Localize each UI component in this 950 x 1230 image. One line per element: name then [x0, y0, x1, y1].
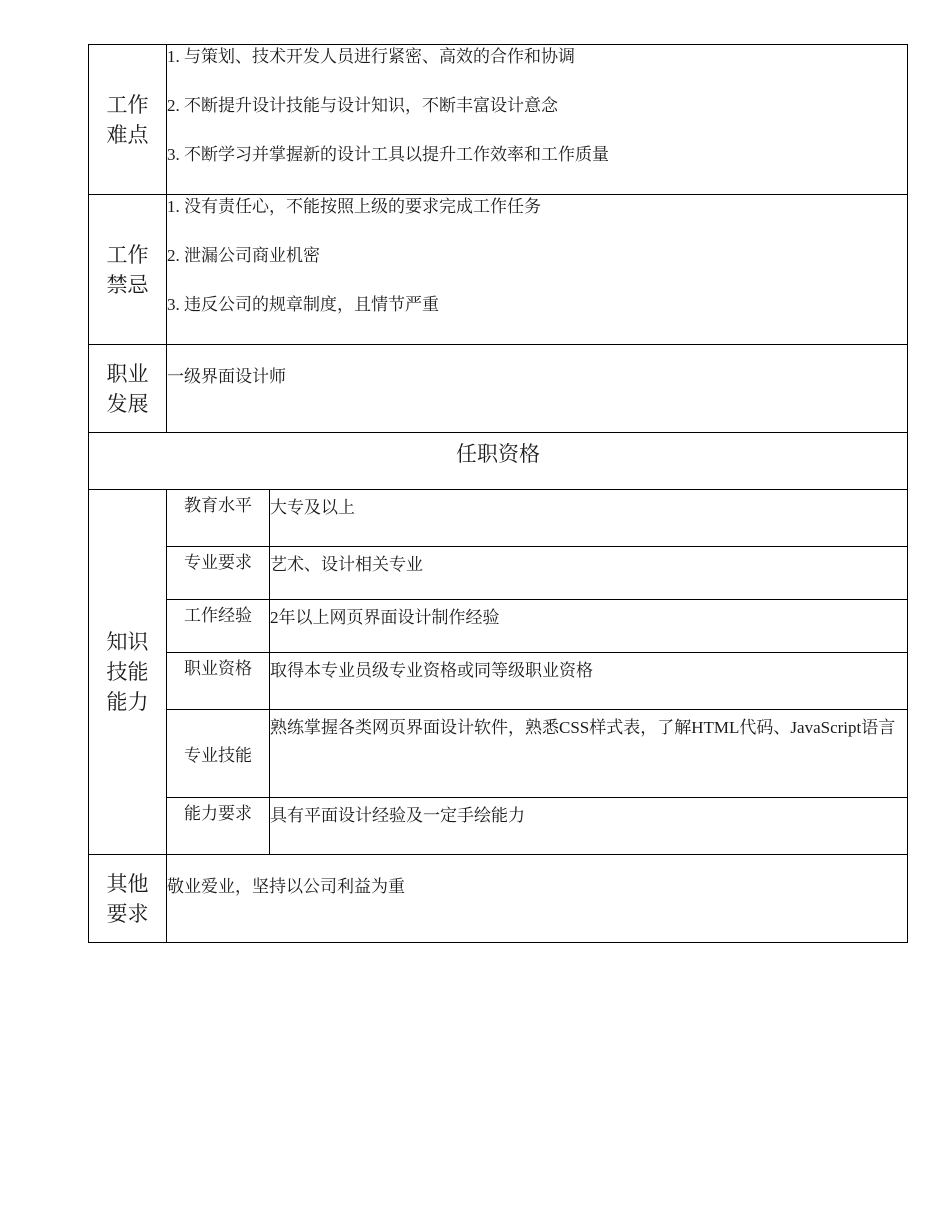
- work-difficulty-item: 1. 与策划、技术开发人员进行紧密、高效的合作和协调: [167, 47, 575, 66]
- work-difficulty-item: 3. 不断学习并掌握新的设计工具以提升工作效率和工作质量: [167, 145, 609, 164]
- major-requirement-label: 专业要求: [167, 547, 270, 600]
- professional-skills-value: 熟练掌握各类网页界面设计软件，熟悉CSS样式表，了解HTML代码、JavaScript语言: [270, 710, 908, 798]
- other-requirements-value: 敬业爱业，坚持以公司利益为重: [167, 877, 405, 896]
- work-experience-label: 工作经验: [167, 600, 270, 653]
- row-knowledge-certification: [89, 653, 908, 710]
- work-difficulty-item: 2. 不断提升设计技能与设计知识，不断丰富设计意念: [167, 96, 558, 115]
- row-knowledge-skills: [89, 710, 908, 798]
- work-taboos-label: 工作 禁忌: [89, 195, 167, 345]
- career-development-label: 职业 发展: [89, 345, 167, 433]
- career-development-value: 一级界面设计师: [167, 367, 286, 386]
- work-taboo-item: 2. 泄漏公司商业机密: [167, 246, 320, 265]
- row-other-requirements: [89, 855, 908, 943]
- career-development-content: [167, 345, 908, 433]
- row-work-difficulties: [89, 45, 908, 195]
- education-level-label: 教育水平: [167, 490, 270, 547]
- education-level-value: 大专及以上: [270, 490, 908, 547]
- professional-qualification-value: 取得本专业员级专业资格或同等级职业资格: [270, 653, 908, 710]
- work-difficulties-content: [167, 45, 908, 195]
- row-knowledge-ability: [89, 798, 908, 855]
- row-knowledge-major: [89, 547, 908, 600]
- qualifications-title: 任职资格: [89, 433, 908, 490]
- row-knowledge-experience: [89, 600, 908, 653]
- job-description-table: [88, 44, 908, 943]
- row-knowledge-education: [89, 490, 908, 547]
- work-taboo-item: 3. 违反公司的规章制度，且情节严重: [167, 295, 439, 314]
- knowledge-skills-label: 知识 技能 能力: [89, 490, 167, 855]
- work-taboos-content: [167, 195, 908, 345]
- work-experience-value: 2年以上网页界面设计制作经验: [270, 600, 908, 653]
- work-taboo-item: 1. 没有责任心，不能按照上级的要求完成工作任务: [167, 197, 541, 216]
- major-requirement-value: 艺术、设计相关专业: [270, 547, 908, 600]
- ability-requirement-label: 能力要求: [167, 798, 270, 855]
- row-work-taboos: [89, 195, 908, 345]
- ability-requirement-value: 具有平面设计经验及一定手绘能力: [270, 798, 908, 855]
- work-difficulties-label: 工作 难点: [89, 45, 167, 195]
- professional-skills-label: 专业技能: [167, 710, 270, 798]
- row-qualifications-title: [89, 433, 908, 490]
- other-requirements-content: [167, 855, 908, 943]
- row-career-development: [89, 345, 908, 433]
- professional-qualification-label: 职业资格: [167, 653, 270, 710]
- other-requirements-label: 其他 要求: [89, 855, 167, 943]
